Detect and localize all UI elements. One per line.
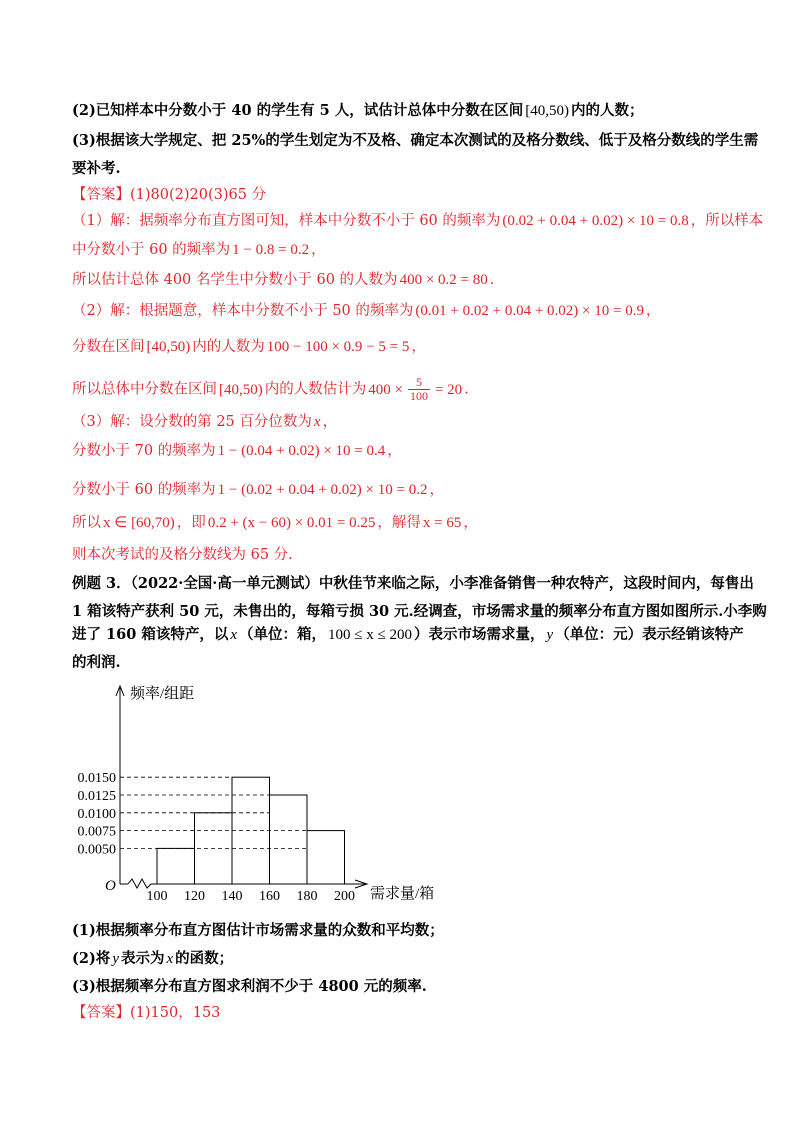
histogram-bar [307,831,345,884]
text-run: ）表示市场需求量， [414,626,545,643]
line-s3b [72,441,402,461]
text-run: ，所以样本 [690,213,764,229]
x-tick-label: 140 [221,889,243,904]
text-run: ， [387,443,402,459]
x-tick-label: 200 [334,889,355,904]
y-tick-label: 0.0050 [77,842,116,858]
text-run: 内的人数估计为 [264,381,367,398]
line-ex3a [72,574,754,594]
math-expression: [40,50) [525,103,570,119]
text-run: 内的人数为 [192,339,265,355]
text-run: 则本次考试的及格分数线为 65 分. [72,547,293,563]
line-ex3b [72,602,767,622]
line-ex3c [72,625,744,645]
y-tick-label: 0.0150 [77,771,116,787]
math-expression: 1 − (0.04 + 0.02) × 10 = 0.4 [217,443,386,459]
x-axis-label: 需求量/箱 [370,886,435,902]
math-expression: (0.02 + 0.04 + 0.02) × 10 = 0.8 [502,213,689,229]
line-ex3q2 [72,949,233,969]
x-tick-label: 100 [146,889,168,904]
text-run: 1 箱该特产获利 50 元，未售出的，每箱亏损 30 元.经调查，市场需求量的频率分布直方图如图所示.小李购 [72,603,767,620]
text-run: 中分数小于 60 的频率为 [72,242,231,258]
demand-histogram [70,680,470,905]
x-axis-break [128,879,157,888]
y-tick-label: 0.0100 [77,806,116,822]
line-ex3q3 [72,977,427,997]
math-expression: x [313,414,321,430]
text-run: (1)根据频率分布直方图估计市场需求量的众数和平均数； [72,922,444,939]
math-expression: y [546,627,554,643]
math-expression: 100 ≤ x ≤ 200 [328,627,413,643]
text-run: (2)已知样本中分数小于 40 的学生有 5 人，试估计总体中分数在区间 [72,102,524,119]
math-expression: 400 × [368,381,403,398]
text-run: 例题 3．（2022·全国·高一单元测试）中秋佳节来临之际，小李准备销售一种农特产，这段时间内，每售出 [72,575,754,592]
line-s2c [72,376,469,403]
math-expression: = 20 [434,381,463,398]
text-run: (2)将 [72,950,111,967]
text-run: 进了 160 箱该特产，以 [72,626,229,643]
text-run: 的利润. [72,654,121,671]
math-expression: 100 − 100 × 0.9 − 5 = 5 [266,339,410,355]
line-s3a [72,412,337,432]
text-run: 所以 [72,515,101,531]
y-tick-label: 0.0125 [77,789,116,804]
math-expression: [40,50) [219,381,263,398]
text-run: ， [411,339,426,355]
text-run: 【答案】(1)150，153 [72,1005,221,1021]
math-expression: 400 × 0.2 = 80 [399,272,488,288]
line-s2b [72,337,426,357]
line-s3c [72,480,444,500]
text-run: (3)根据频率分布直方图求利润不少于 4800 元的频率. [72,978,427,995]
line-q3b [72,159,121,179]
line-s2a [72,301,660,321]
x-tick-label: 180 [296,889,318,904]
math-expression: 1 − (0.02 + 0.04 + 0.02) × 10 = 0.2 [217,482,428,498]
text-run: . [464,381,469,398]
histogram-bar [270,795,308,884]
text-run: ， [322,414,338,430]
math-expression: 1 − 0.8 = 0.2 [232,242,310,258]
text-run: （单位：元）表示经销该特产 [555,626,744,643]
text-run: ，即 [176,515,206,531]
text-run: 分数在区间 [72,339,145,355]
text-run: （2）解：根据题意，样本中分数不小于 50 的频率为 [72,303,414,319]
y-axis-label: 频率/组距 [130,686,195,702]
text-run: ， [429,482,444,498]
line-ans3 [72,1003,220,1023]
line-s1c [72,270,494,290]
text-run: （单位：箱， [239,626,327,643]
text-run: 所以估计总体 400 名学生中分数小于 60 的人数为 [72,272,398,288]
line-q2 [72,101,644,121]
text-run: 表示为 [120,950,165,967]
line-s3e [72,545,293,565]
line-ex3q1 [72,921,444,941]
text-run: 【答案】(1)80(2)20(3)65 分 [72,187,267,203]
text-run: 分数小于 60 的频率为 [72,482,216,498]
text-run: （3）解：设分数的第 25 百分位数为 [72,414,312,430]
text-run: ，解得 [377,515,421,531]
text-run: 的函数； [175,950,234,967]
fraction-denominator: 100 [409,389,428,403]
math-expression: x [166,951,174,967]
text-run: (3)根据该大学规定、把 25%的学生划定为不及格、确定本次测试的及格分数线、低于及格分数线的学生需 [72,132,759,149]
text-run: 所以总体中分数在区间 [72,381,217,398]
fraction [408,376,430,403]
line-s3d [72,513,478,533]
text-run: ， [463,515,478,531]
math-expression: 0.2 + (x − 60) × 0.01 = 0.25 [207,515,376,531]
math-expression: [40,50) [146,339,191,355]
text-run: ， [645,303,661,319]
line-s1b [72,240,326,260]
y-tick-label: 0.0075 [77,824,116,840]
line-ex3d [72,653,121,673]
x-tick-label: 120 [184,889,205,904]
text-run: . [489,272,495,288]
x-tick-label: 160 [259,889,280,904]
math-expression: (0.01 + 0.02 + 0.04 + 0.02) × 10 = 0.9 [415,303,644,319]
math-expression: x = 65 [422,515,462,531]
histogram-bar [157,848,195,884]
text-run: ， [311,242,326,258]
math-expression: x ∈ [60,70) [103,515,175,531]
line-ans [72,185,266,205]
line-q3a [72,131,758,151]
fraction-numerator: 5 [415,375,422,389]
text-run: （1）解：据频率分布直方图可知，样本中分数不小于 60 的频率为 [72,213,501,229]
text-run: 内的人数； [571,102,644,119]
math-expression: y [112,951,119,967]
origin-label: O [105,878,116,894]
text-run: 分数小于 70 的频率为 [72,443,216,459]
line-s1a [72,211,763,231]
math-expression: x [230,627,238,643]
text-run: 要补考. [72,160,121,177]
